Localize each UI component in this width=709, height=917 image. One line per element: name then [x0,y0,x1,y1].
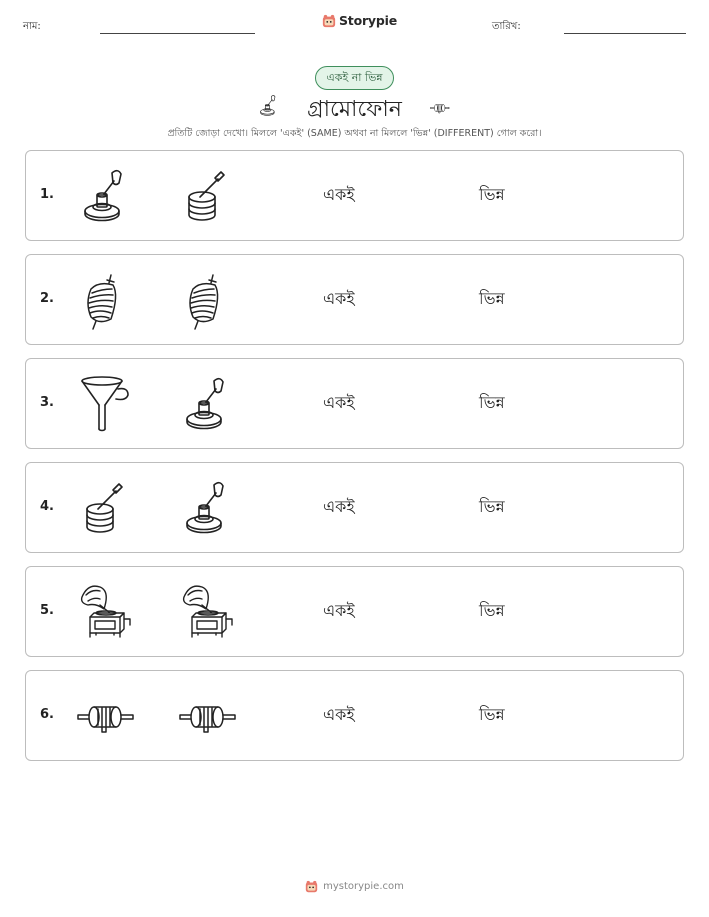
exercise-row [25,462,684,553]
motor-cylinder-icon [76,687,136,747]
motor-cylinder-icon [425,98,455,118]
option-same[interactable]: একই [323,289,355,308]
name-line[interactable] [100,33,255,34]
gramophone-icon [76,583,136,643]
worksheet-type-badge: একই না ভিন্ন [315,66,394,90]
option-same[interactable]: একই [323,185,355,204]
funnel-horn-icon [76,375,136,435]
spring-spool-icon [76,271,136,331]
option-same[interactable]: একই [323,601,355,620]
exercise-row [25,566,684,657]
option-same[interactable]: একই [323,497,355,516]
motor-cylinder-icon [178,687,238,747]
row-number: 5. [40,603,54,618]
crank-handle-icon [76,167,136,227]
pickup-arm-stack-icon [178,167,238,227]
row-number: 1. [40,187,54,202]
row-number: 3. [40,395,54,410]
storypie-logo-icon [305,880,318,893]
pickup-arm-stack-icon [76,479,136,539]
option-different[interactable]: ভিন্ন [479,601,505,620]
brand-logo [322,13,397,28]
exercise-row [25,358,684,449]
storypie-logo-icon [322,14,336,28]
gramophone-icon [178,583,238,643]
page-title: গ্রামোফোন [307,97,402,122]
brand-name: Storypie [339,13,397,28]
option-different[interactable]: ভিন্ন [479,185,505,204]
footer [0,880,709,893]
option-different[interactable]: ভিন্ন [479,393,505,412]
exercise-row [25,254,684,345]
name-label: নাম: [23,21,41,32]
row-number: 6. [40,707,54,722]
option-same[interactable]: একই [323,393,355,412]
date-label: তারিখ: [492,21,521,32]
crank-handle-icon [178,479,238,539]
crank-handle-icon [178,375,238,435]
option-different[interactable]: ভিন্ন [479,289,505,308]
date-line[interactable] [564,33,686,34]
worksheet-header [0,0,709,50]
title-row [0,92,709,122]
spring-spool-icon [178,271,238,331]
option-same[interactable]: একই [323,705,355,724]
exercise-row [25,150,684,241]
exercise-row [25,670,684,761]
row-number: 4. [40,499,54,514]
instructions: প্রতিটি জোড়া দেখো। মিললে 'একই' (SAME) অথবা না মিললে 'ভিন্ন' (DIFFERENT) গোল করো। [167,128,542,139]
option-different[interactable]: ভিন্ন [479,497,505,516]
footer-site: mystorypie.com [323,881,404,892]
row-number: 2. [40,291,54,306]
option-different[interactable]: ভিন্ন [479,705,505,724]
